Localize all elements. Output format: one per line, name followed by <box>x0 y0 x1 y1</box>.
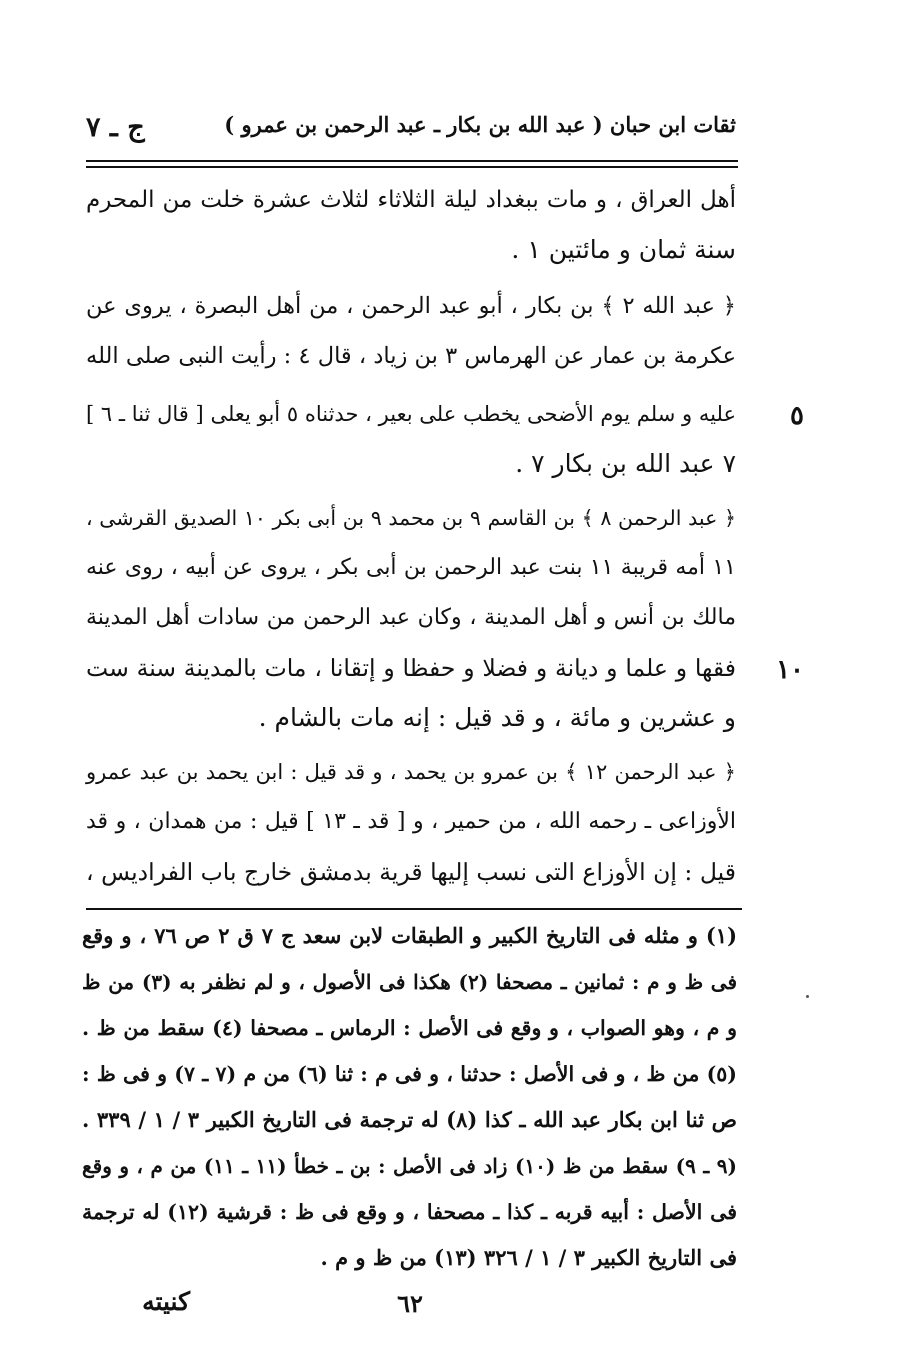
body-line: عليه و سلم يوم الأضحى يخطب على بعير ، حدثناه ٥ أبو يعلى [ قال ثنا ـ ٦ ] <box>86 402 736 426</box>
running-header <box>86 108 736 152</box>
body-line: عكرمة بن عمار عن الهرماس ٣ بن زياد ، قال ٤ : رأيت النبى صلى الله <box>86 343 736 369</box>
page-number: ٦٢ <box>397 1289 423 1318</box>
body-line: ﴿ عبد الرحمن ١٢ ﴾ بن عمرو بن يحمد ، و قد قيل : ابن يحمد بن عبد عمرو <box>86 760 736 784</box>
catchword: كنيته <box>142 1287 190 1316</box>
footnote-line: فى ظ و م : ثمانين ـ مصحفا (٢) هكذا فى الأصول ، و لم نظفر به (٣) من ظ <box>82 970 738 994</box>
body-line: و عشرين و مائة ، و قد قيل : إنه مات بالشام . <box>258 703 736 732</box>
body-line: ١١ أمه قريبة ١١ بنت عبد الرحمن بن أبى بكر ، يروى عن أبيه ، روى عنه <box>86 555 736 580</box>
body-line: ﴿ عبد الله ٢ ﴾ بن بكار ، أبو عبد الرحمن ، من أهل البصرة ، يروى عن <box>86 293 736 319</box>
footnote-line: فى التاريخ الكبير ٣ / ١ / ٣٢٦ (١٣) من ظ و م . <box>320 1245 737 1270</box>
header-rule-bottom <box>86 166 738 168</box>
footnote-rule <box>86 908 742 910</box>
body-line: ﴿ عبد الرحمن ٨ ﴾ بن القاسم ٩ بن محمد ٩ بن أبى بكر ١٠ الصديق القرشى ، <box>86 506 736 530</box>
body-line: فقها و علما و ديانة و فضلا و حفظا و إتقانا ، مات بالمدينة سنة ست <box>86 654 736 682</box>
line-number-10: ١٠ <box>776 655 804 685</box>
body-line: أهل العراق ، و مات ببغداد ليلة الثلاثاء لثلاث عشرة خلت من المحرم <box>86 187 736 213</box>
body-line: مالك بن أنس و أهل المدينة ، وكان عبد الرحمن من سادات أهل المدينة <box>86 605 736 630</box>
footnote-line: ص ثنا ابن بكار عبد الله ـ كذا (٨) له ترجمة فى التاريخ الكبير ٣ / ١ / ٣٣٩ . <box>82 1107 738 1132</box>
footnote-line: (١) و مثله فى التاريخ الكبير و الطبقات لابن سعد ج ٧ ق ٢ ص ٧٦ ، و وقع <box>82 923 737 948</box>
header-title: ثقات ابن حبان ( عبد الله بن بكار ـ عبد الرحمن بن عمرو ) <box>224 112 736 137</box>
line-number-5: ٥ <box>790 401 804 431</box>
footnote-line: (٩ ـ ٩) سقط من ظ (١٠) زاد فى الأصل : بن ـ خطأ (١١ ـ ١١) من م ، و وقع <box>82 1154 737 1178</box>
footnote-line: فى الأصل : أبيه قربه ـ كذا ـ مصحفا ، و وقع فى ظ : قرشية (١٢) له ترجمة <box>82 1200 738 1224</box>
header-rule-top <box>86 160 738 162</box>
header-volume: ج ـ ٧ <box>86 112 145 143</box>
page-speck <box>806 995 809 998</box>
footnote-line: (٥) من ظ ، و فى الأصل : حدثنا ، و فى م : ثنا (٦) من م (٧ ـ ٧) و فى ظ : <box>82 1062 737 1086</box>
body-line: سنة ثمان و مائتين ١ . <box>511 235 736 264</box>
footnote-line: و م ، وهو الصواب ، و وقع فى الأصل : الرماس ـ مصحفا (٤) سقط من ظ . <box>82 1016 738 1040</box>
body-line: قيل : إن الأوزاع التى نسب إليها قرية بدمشق خارج باب الفراديس ، <box>86 858 736 886</box>
body-line: ٧ عبد الله بن بكار ٧ . <box>515 449 736 478</box>
body-line: الأوزاعى ـ رحمه الله ، من حمير ، و [ قد ـ ١٣ ] قيل : من همدان ، و قد <box>86 809 736 834</box>
